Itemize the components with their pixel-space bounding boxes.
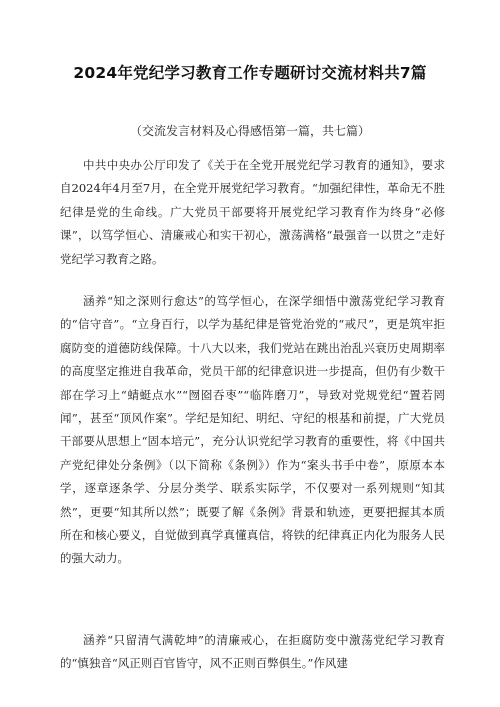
paragraph-text: 涵养“知之深则行愈达”的笃学恒心，在深学细悟中激荡党纪学习教育的“信守音”。“立身百行，以学为基纪律是管党治党的“戒尺”，更是筑牢拒腐防变的道德防线保障。十八大以来，我们党站在跳出治乱兴衰历史周期率的高度坚定推进自我革命，党员干部的纪律意识进一步提高，但仍有少数干部在学习上“蜻蜓点水”“囫囵吞枣”“临阵磨刀”，导致对党规党纪“置若罔闻”，甚至“顶风作案”。学纪是知纪、明纪、守纪的根基和前提，广大党员干部要从思想上“固本培元”，充分认识党纪学习教育的重要性，将《中国共产党纪律处分条例》（以下简称《条例》）作为“案头书手中卷”，原原本本学，逐章逐条学、分层分类学、联系实际学，不仅要对一系列规则“知其然”，更要“知其所以然”；既要了解《条例》背景和轨迹，更要把握其本质所在和核心要义，自觉做到真学真懂真信，将铁的纪律真正内化为服务人民的强大动力。 <box>60 294 445 566</box>
paragraph-text: 中共中央办公厅印发了《关于在全党开展党纪学习教育的通知》，要求自2024年4月至7月，在全党开展党纪学习教育。“加强纪律性，革命无不胜纪律是党的生命线。广大党员干部要将开展党纪学习教育作为终身“必修课”，以笃学恒心、清廉戒心和实干初心，激荡满格“最强音一以贯之”走好党纪学习教育之路。 <box>60 158 445 266</box>
body-paragraph-2 <box>60 290 445 571</box>
paragraph-text: 涵养“只留清气满乾坤”的清廉戒心，在拒腐防变中激荡党纪学习教育的“慎独音“风正则百官皆守，风不正则百弊俱生。”作风建 <box>60 633 445 671</box>
body-paragraph-3 <box>60 629 445 676</box>
document-subtitle: （交流发言材料及心得感悟第一篇，共七篇） <box>129 124 370 138</box>
document-title: 2024年党纪学习教育工作专题研讨交流材料共7篇 <box>73 64 427 82</box>
body-paragraph-1 <box>60 154 445 271</box>
